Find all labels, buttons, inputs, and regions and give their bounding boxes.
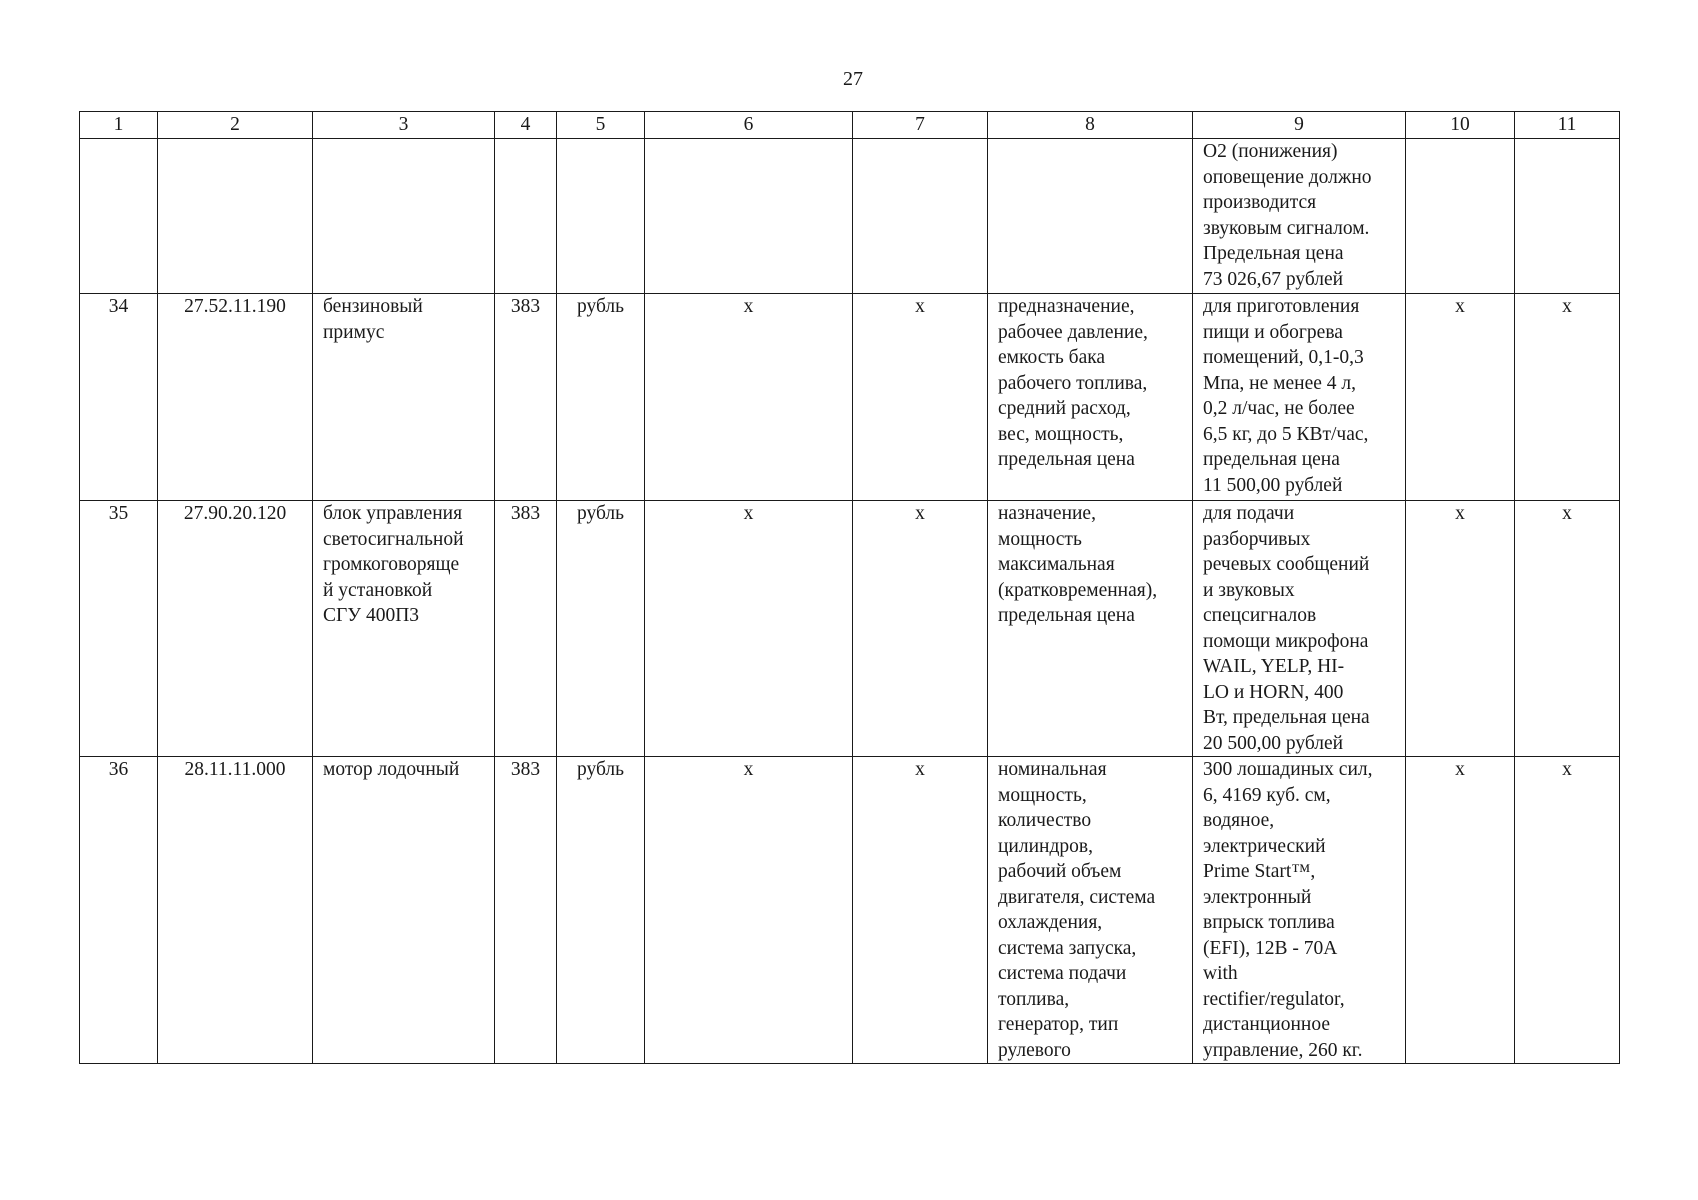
cell-col7: х	[853, 501, 988, 757]
name-cell: бензиновый примус	[313, 294, 495, 501]
header-cell: 7	[853, 112, 988, 139]
unit-name-cell: рубль	[557, 501, 645, 757]
table-row	[80, 757, 1620, 1064]
row-number-cell: 35	[80, 501, 158, 757]
header-cell: 3	[313, 112, 495, 139]
code-cell: 27.90.20.120	[158, 501, 313, 757]
code-cell: 28.11.11.000	[158, 757, 313, 1064]
characteristics-cell: назначение, мощность максимальная (кратковременная), предельная цена	[988, 501, 1193, 757]
header-cell: 10	[1406, 112, 1515, 139]
values-cell: 300 лошадиных сил, 6, 4169 куб. см, водяное, электрический Prime Start™, электронный впрыск топлива (EFI), 12В - 70А with rectifier/regulator, дистанционное управление, 260 кг.	[1193, 757, 1406, 1064]
header-cell: 5	[557, 112, 645, 139]
cell-col7: х	[853, 294, 988, 501]
unit-name-cell: рубль	[557, 294, 645, 501]
cell-col11	[1515, 139, 1620, 294]
cell-col6: х	[645, 294, 853, 501]
row-number-cell: 36	[80, 757, 158, 1064]
cell-col11: х	[1515, 501, 1620, 757]
code-cell	[158, 139, 313, 294]
header-cell: 6	[645, 112, 853, 139]
cell-col6: х	[645, 757, 853, 1064]
characteristics-cell: предназначение, рабочее давление, емкость бака рабочего топлива, средний расход, вес, мощность, предельная цена	[988, 294, 1193, 501]
cell-col10: х	[1406, 757, 1515, 1064]
characteristics-cell: номинальная мощность, количество цилиндров, рабочий объем двигателя, система охлаждения, система запуска, система подачи топлива, генератор, тип рулевого	[988, 757, 1193, 1064]
unit-code-cell	[495, 139, 557, 294]
cell-col11: х	[1515, 294, 1620, 501]
unit-code-cell: 383	[495, 757, 557, 1064]
code-cell: 27.52.11.190	[158, 294, 313, 501]
cell-col10: х	[1406, 294, 1515, 501]
cell-col10: х	[1406, 501, 1515, 757]
header-cell: 4	[495, 112, 557, 139]
table-row	[80, 139, 1620, 294]
row-number-cell: 34	[80, 294, 158, 501]
cell-col10	[1406, 139, 1515, 294]
table-row	[80, 501, 1620, 757]
values-cell: для приготовления пищи и обогрева помещений, 0,1-0,3 Мпа, не менее 4 л, 0,2 л/час, не более 6,5 кг, до 5 КВт/час, предельная цена 11 500,00 рублей	[1193, 294, 1406, 501]
cell-col11: х	[1515, 757, 1620, 1064]
header-cell: 2	[158, 112, 313, 139]
name-cell	[313, 139, 495, 294]
name-cell: мотор лодочный	[313, 757, 495, 1064]
cell-col6	[645, 139, 853, 294]
unit-code-cell: 383	[495, 501, 557, 757]
table-header-row	[80, 112, 1620, 139]
header-cell: 9	[1193, 112, 1406, 139]
header-cell: 11	[1515, 112, 1620, 139]
values-cell: для подачи разборчивых речевых сообщений и звуковых спецсигналов помощи микрофона WAIL, YELP, HI- LO и HORN, 400 Вт, предельная цена 20 500,00 рублей	[1193, 501, 1406, 757]
specification-table	[79, 111, 1620, 1064]
name-cell: блок управления светосигнальной громкоговоряще й установкой СГУ 400П3	[313, 501, 495, 757]
table-row	[80, 294, 1620, 501]
unit-name-cell: рубль	[557, 757, 645, 1064]
unit-name-cell	[557, 139, 645, 294]
cell-col7	[853, 139, 988, 294]
characteristics-cell	[988, 139, 1193, 294]
values-cell: О2 (понижения) оповещение должно производится звуковым сигналом. Предельная цена 73 026,67 рублей	[1193, 139, 1406, 294]
header-cell: 1	[80, 112, 158, 139]
cell-col7: х	[853, 757, 988, 1064]
unit-code-cell: 383	[495, 294, 557, 501]
row-number-cell	[80, 139, 158, 294]
header-cell: 8	[988, 112, 1193, 139]
page-number: 27	[843, 68, 863, 90]
cell-col6: х	[645, 501, 853, 757]
